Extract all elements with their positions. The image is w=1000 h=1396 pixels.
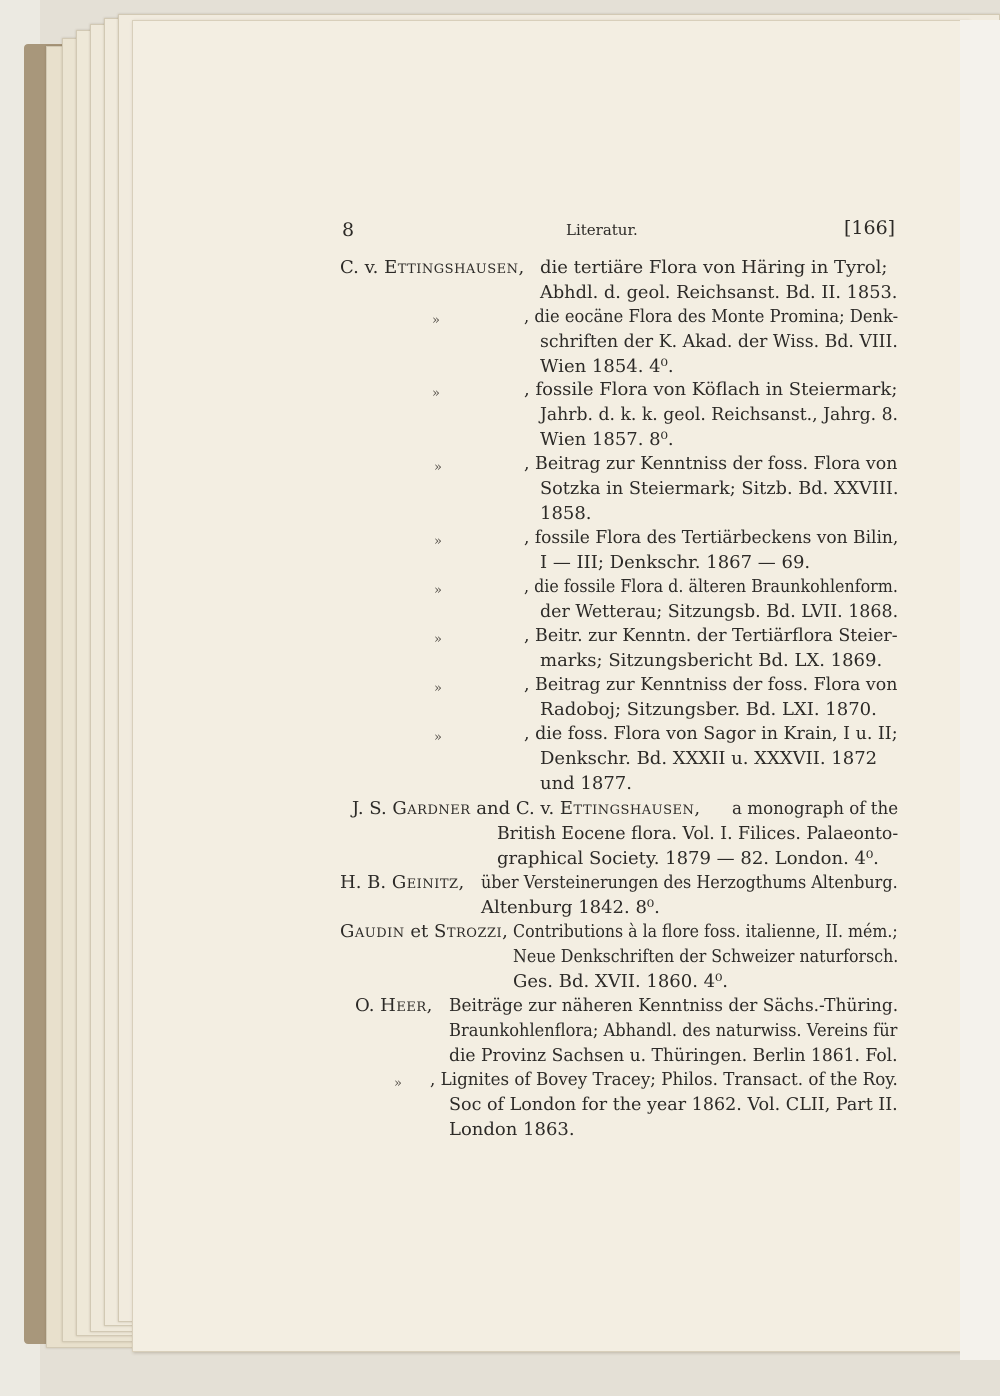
- ditto-mark: »: [434, 460, 442, 475]
- citation-line: die Provinz Sachsen u. Thüringen. Berlin 1861. Fol.: [449, 1045, 898, 1066]
- citation-line: Denkschr. Bd. XXXII u. XXXVII. 1872: [540, 748, 878, 769]
- ditto-mark: »: [432, 313, 440, 328]
- citation-line: über Versteinerungen des Herzogthums Altenburg.: [481, 872, 898, 893]
- author-name: Strozzi: [434, 921, 503, 942]
- author-heading: O. Heer,: [355, 995, 433, 1016]
- citation-line: a monograph of the: [732, 798, 899, 819]
- citation-line: Radoboj; Sitzungsber. Bd. LXI. 1870.: [540, 699, 877, 720]
- citation-line: , fossile Flora von Köflach in Steiermark;: [524, 379, 898, 400]
- ditto-mark: »: [434, 681, 442, 696]
- citation-line: , die foss. Flora von Sagor in Krain, I u. II;: [524, 723, 898, 744]
- citation-line: Neue Denkschriften der Schweizer naturforsch.: [513, 946, 899, 967]
- ditto-mark: »: [434, 632, 442, 647]
- running-title: Literatur.: [566, 221, 638, 239]
- author-heading: Gaudin et Strozzi,: [340, 921, 508, 942]
- citation-line: , die eocäne Flora des Monte Promina; Denk-: [524, 306, 899, 327]
- citation-line: Abhdl. d. geol. Reichsanst. Bd. II. 1853.: [540, 282, 898, 303]
- citation-line: Wien 1854. 4⁰.: [540, 356, 674, 377]
- citation-line: der Wetterau; Sitzungsb. Bd. LVII. 1868.: [540, 601, 899, 622]
- citation-line: Jahrb. d. k. k. geol. Reichsanst., Jahrg. 8.: [540, 404, 899, 425]
- page-gutter: [960, 20, 1000, 1360]
- citation-line: , Beitrag zur Kenntniss der foss. Flora von: [524, 674, 898, 695]
- citation-line: Wien 1857. 8⁰.: [540, 429, 674, 450]
- ditto-mark: »: [434, 534, 442, 549]
- citation-line: marks; Sitzungsbericht Bd. LX. 1869.: [540, 650, 883, 671]
- citation-line: Ges. Bd. XVII. 1860. 4⁰.: [513, 971, 729, 992]
- author-name: Ettingshausen: [384, 257, 519, 278]
- ditto-mark: »: [432, 386, 440, 401]
- author-name: Gaudin: [340, 921, 405, 942]
- citation-line: 1858.: [540, 503, 592, 524]
- citation-line: , Beitrag zur Kenntniss der foss. Flora von: [524, 453, 898, 474]
- citation-line: Soc of London for the year 1862. Vol. CLII, Part II.: [449, 1094, 898, 1115]
- citation-line: Sotzka in Steiermark; Sitzb. Bd. XXVIII.: [540, 478, 899, 499]
- ditto-mark: »: [434, 730, 442, 745]
- citation-line: , die fossile Flora d. älteren Braunkohlenform.: [524, 576, 898, 597]
- citation-line: British Eocene flora. Vol. I. Filices. Palaeonto-: [497, 823, 899, 844]
- citation-line: London 1863.: [449, 1119, 575, 1140]
- bracket-number: [166]: [844, 217, 896, 239]
- author-heading: C. v. Ettingshausen,: [340, 257, 525, 278]
- author-name: Geinitz: [391, 872, 459, 893]
- author-heading: J. S. Gardner and C. v. Ettingshausen,: [352, 798, 701, 819]
- ditto-mark: »: [394, 1076, 402, 1091]
- citation-line: I — III; Denkschr. 1867 — 69.: [540, 552, 811, 573]
- citation-line: die tertiäre Flora von Häring in Tyrol;: [540, 257, 888, 278]
- citation-line: Altenburg 1842. 8⁰.: [481, 897, 660, 918]
- citation-line: schriften der K. Akad. der Wiss. Bd. VIII.: [540, 331, 898, 352]
- citation-line: , fossile Flora des Tertiärbeckens von Bilin,: [524, 527, 899, 548]
- author-name: Heer: [380, 995, 427, 1016]
- page-number: 8: [342, 219, 355, 241]
- citation-line: graphical Society. 1879 — 82. London. 4⁰.: [497, 848, 879, 869]
- author-name: Gardner: [392, 798, 471, 819]
- citation-line: Contributions à la flore foss. italienne, II. mém.;: [513, 921, 898, 942]
- citation-line: Beiträge zur näheren Kenntniss der Sächs.-Thüring.: [449, 995, 899, 1016]
- author-heading: H. B. Geinitz,: [340, 872, 465, 893]
- author-name: Ettingshausen: [559, 798, 695, 819]
- ditto-mark: »: [434, 583, 442, 598]
- citation-line: , Beitr. zur Kenntn. der Tertiärflora Steier-: [524, 625, 898, 646]
- citation-line: , Lignites of Bovey Tracey; Philos. Transact. of the Roy.: [430, 1069, 898, 1090]
- citation-line: Braunkohlenflora; Abhandl. des naturwiss. Vereins für: [449, 1020, 898, 1041]
- citation-line: und 1877.: [540, 773, 632, 794]
